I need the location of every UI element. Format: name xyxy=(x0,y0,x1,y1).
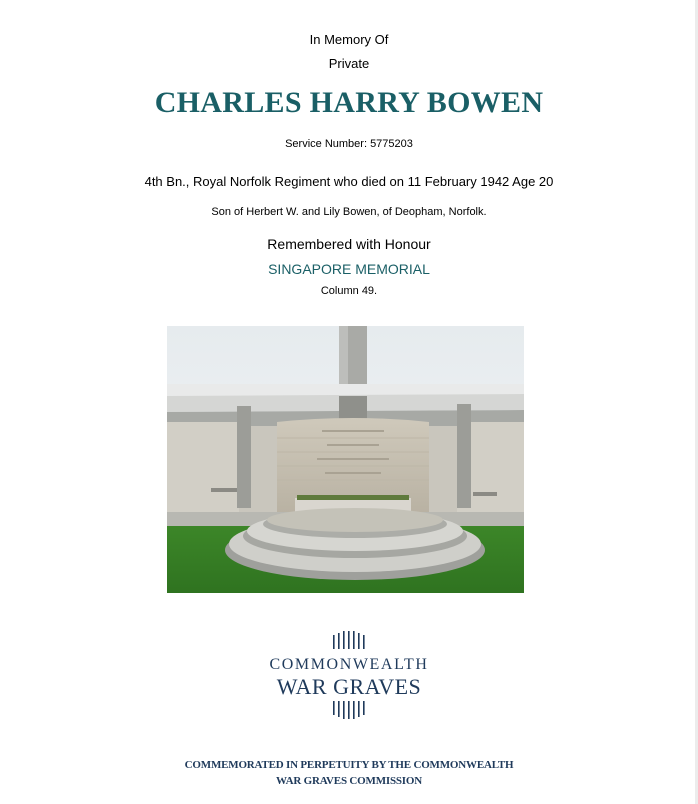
logo-top-bars-icon xyxy=(0,631,698,649)
rank-text: Private xyxy=(328,56,370,71)
remembered-with-honour: Remembered with Honour xyxy=(267,236,431,252)
memorial-name: SINGAPORE MEMORIAL xyxy=(268,261,430,277)
footer-line-2: WAR GRAVES COMMISSION xyxy=(276,775,422,787)
service-number: Service Number: 5775203 xyxy=(285,138,413,150)
in-memory-of-text: In Memory Of xyxy=(309,32,389,47)
logo-war-graves: WAR GRAVES xyxy=(276,674,422,699)
memorial-column: Column 49. xyxy=(320,285,378,297)
footer-line-1: COMMEMORATED IN PERPETUITY BY THE COMMONWEALTH xyxy=(184,759,514,771)
family-details: Son of Herbert W. and Lily Bowen, of Deopham, Norfolk. xyxy=(211,206,487,218)
logo-bottom-bars-icon xyxy=(0,701,698,719)
logo-commonwealth: COMMONWEALTH xyxy=(269,656,429,673)
unit-and-death-details: 4th Bn., Royal Norfolk Regiment who died on 11 February 1942 Age 20 xyxy=(144,174,554,189)
memorial-photo xyxy=(167,326,524,593)
person-name: CHARLES HARRY BOWEN xyxy=(154,86,544,119)
